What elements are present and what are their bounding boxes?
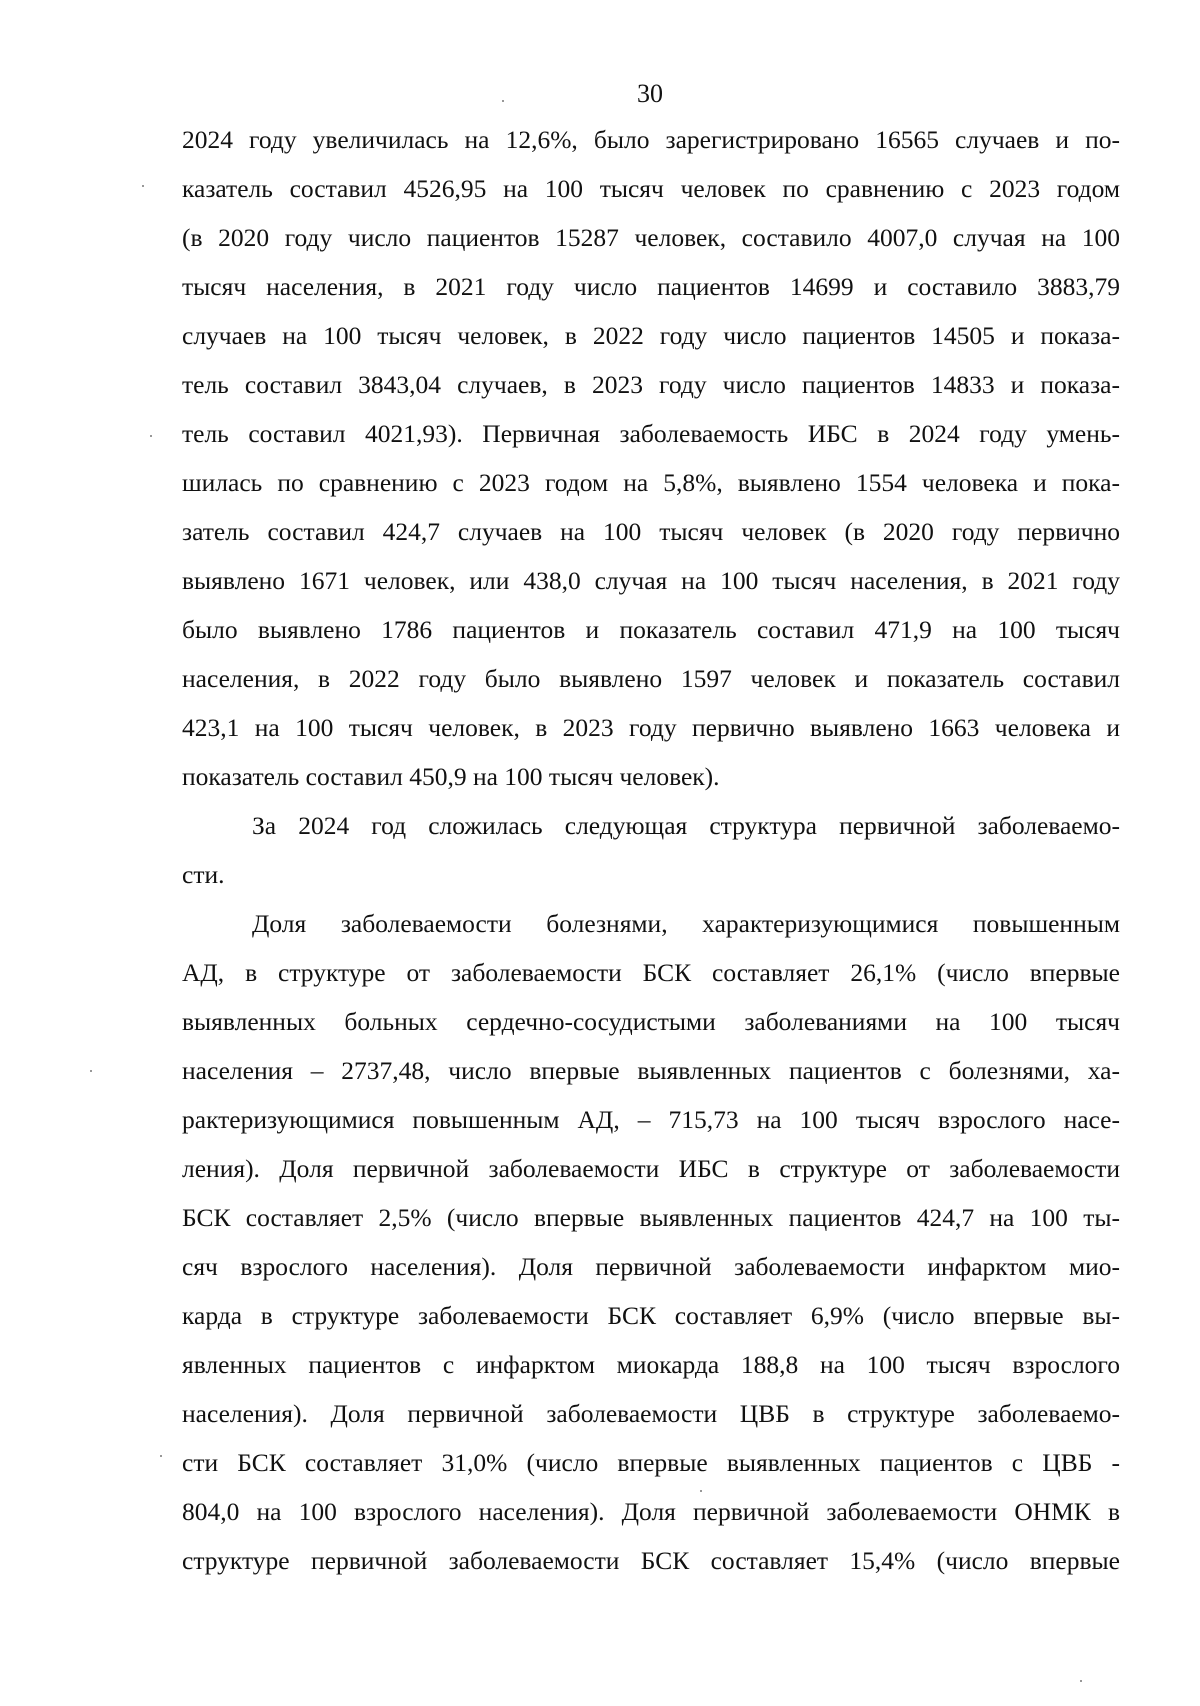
text-line: затель составил 424,7 случаев на 100 тысяч человек (в 2020 году первично	[182, 517, 1120, 546]
text-line: населения, в 2022 году было выявлено 1597 человек и показатель составил	[182, 664, 1120, 693]
scan-speck	[160, 1455, 162, 1457]
text-line: БСК составляет 2,5% (число впервые выявленных пациентов 424,7 на 100 ты-	[182, 1203, 1120, 1232]
text-line: АД, в структуре от заболеваемости БСК составляет 26,1% (число впервые	[182, 958, 1120, 987]
text-line: рактеризующимися повышенным АД, – 715,73 на 100 тысяч взрослого насе-	[182, 1105, 1120, 1134]
text-line: ления). Доля первичной заболеваемости ИБС в структуре от заболеваемости	[182, 1154, 1120, 1183]
body-text	[182, 115, 1120, 1585]
text-line: 423,1 на 100 тысяч человек, в 2023 году первично выявлено 1663 человека и	[182, 713, 1120, 742]
text-line: карда в структуре заболеваемости БСК составляет 6,9% (число впервые вы-	[182, 1301, 1120, 1330]
text-line: казатель составил 4526,95 на 100 тысяч человек по сравнению с 2023 годом	[182, 174, 1120, 203]
text-line: За 2024 год сложилась следующая структура первичной заболеваемо-	[252, 811, 1120, 840]
text-line: выявлено 1671 человек, или 438,0 случая на 100 тысяч населения, в 2021 году	[182, 566, 1120, 595]
scan-speck	[90, 1070, 92, 1072]
text-line: тысяч населения, в 2021 году число пациентов 14699 и составило 3883,79	[182, 272, 1120, 301]
text-line: было выявлено 1786 пациентов и показатель составил 471,9 на 100 тысяч	[182, 615, 1120, 644]
text-line: тель составил 4021,93). Первичная заболеваемость ИБС в 2024 году умень-	[182, 419, 1120, 448]
paragraph	[182, 801, 1120, 899]
text-line: (в 2020 году число пациентов 15287 человек, составило 4007,0 случая на 100	[182, 223, 1120, 252]
scan-speck	[150, 435, 152, 437]
text-line: сяч взрослого населения). Доля первичной заболеваемости инфарктом мио-	[182, 1252, 1120, 1281]
scan-speck	[502, 100, 504, 102]
text-line: населения). Доля первичной заболеваемости ЦВБ в структуре заболеваемо-	[182, 1399, 1120, 1428]
scan-speck	[142, 185, 144, 187]
scan-speck	[1080, 1680, 1082, 1682]
page-number: 30	[637, 79, 663, 108]
text-line: показатель составил 450,9 на 100 тысяч человек).	[182, 762, 720, 791]
text-line: 2024 году увеличилась на 12,6%, было зарегистрировано 16565 случаев и по-	[182, 125, 1120, 154]
text-line: населения – 2737,48, число впервые выявленных пациентов с болезнями, ха-	[182, 1056, 1120, 1085]
text-line: выявленных больных сердечно-сосудистыми заболеваниями на 100 тысяч	[182, 1007, 1120, 1036]
text-line: тель составил 3843,04 случаев, в 2023 году число пациентов 14833 и показа-	[182, 370, 1120, 399]
paragraph	[182, 899, 1120, 1585]
text-line: сти.	[182, 860, 225, 889]
text-line: сти БСК составляет 31,0% (число впервые выявленных пациентов с ЦВБ -	[182, 1448, 1120, 1477]
text-line: 804,0 на 100 взрослого населения). Доля первичной заболеваемости ОНМК в	[182, 1497, 1120, 1526]
paragraph	[182, 115, 1120, 801]
text-line: структуре первичной заболеваемости БСК составляет 15,4% (число впервые	[182, 1546, 1120, 1575]
scan-speck	[700, 1490, 702, 1492]
text-line: Доля заболеваемости болезнями, характеризующимися повышенным	[252, 909, 1120, 938]
text-line: случаев на 100 тысяч человек, в 2022 году число пациентов 14505 и показа-	[182, 321, 1120, 350]
text-line: явленных пациентов с инфарктом миокарда 188,8 на 100 тысяч взрослого	[182, 1350, 1120, 1379]
text-line: шилась по сравнению с 2023 годом на 5,8%, выявлено 1554 человека и пока-	[182, 468, 1120, 497]
